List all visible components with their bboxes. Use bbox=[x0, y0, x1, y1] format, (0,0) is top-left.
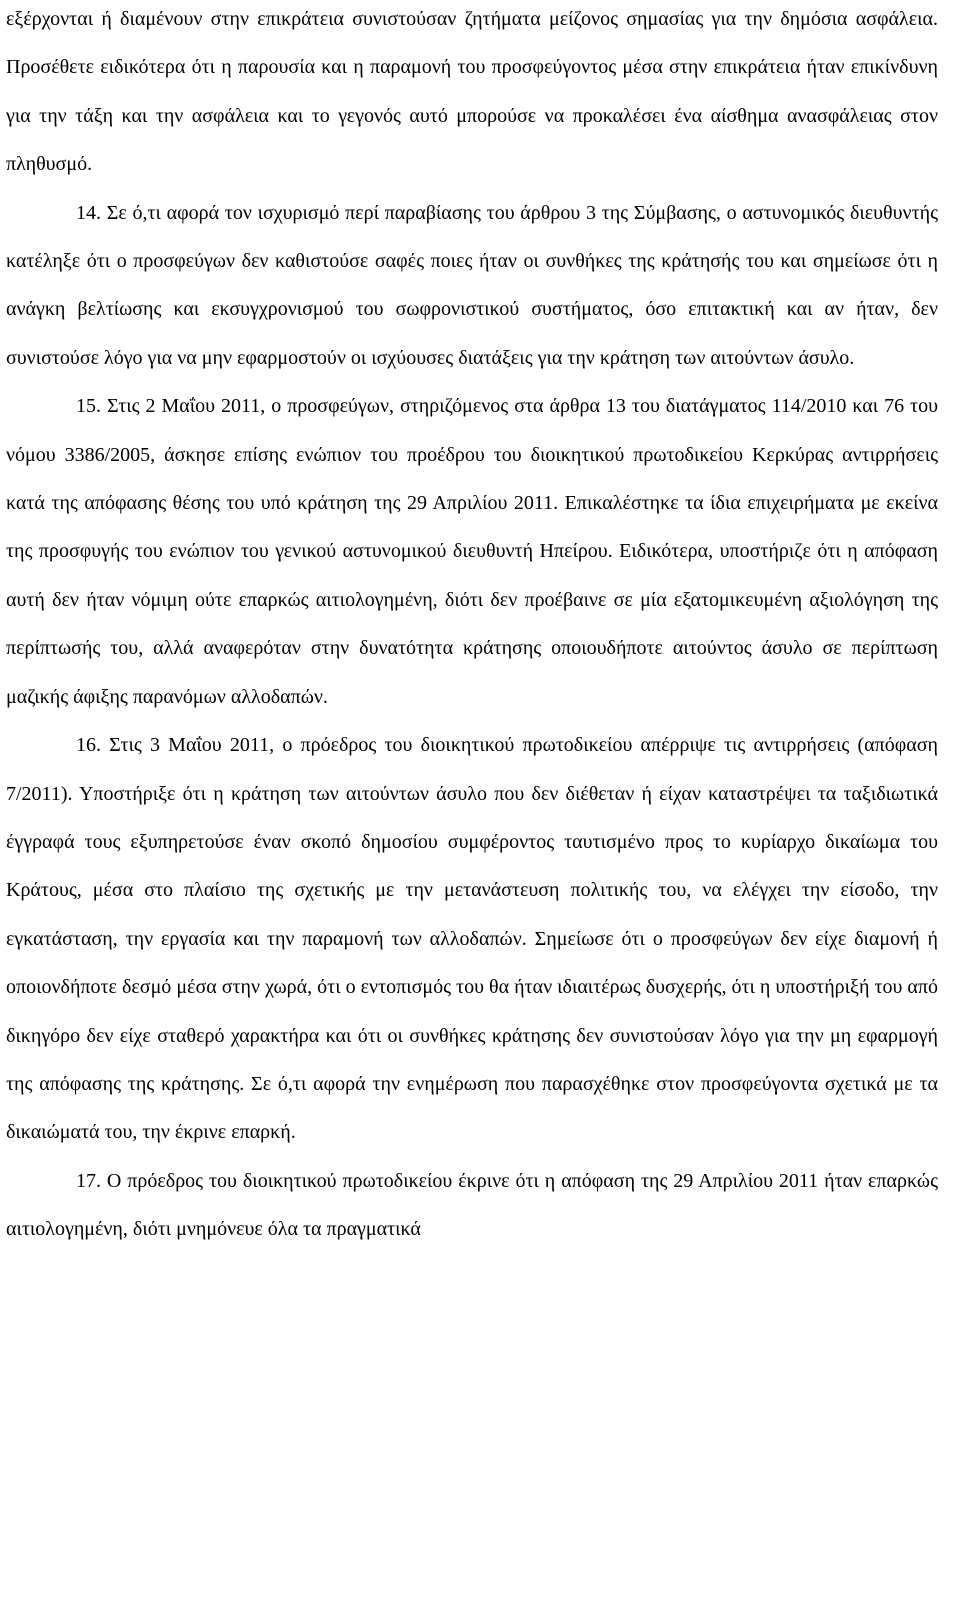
paragraph-14: 14. Σε ό,τι αφορά τον ισχυρισμό περί παραβίασης του άρθρου 3 της Σύμβασης, ο αστυνομικός διευθυντής κατέληξε ότι ο προσφεύγων δεν καθιστούσε σαφές ποιες ήταν οι συνθήκες της κράτησής του και σημείωσε ότι η ανάγκη βελτίωσης και εκσυγχρονισμού του σωφρονιστικού συστήματος, όσο επιτακτική και αν ήταν, δεν συνιστούσε λόγο για να μην εφαρμοστούν οι ισχύουσες διατάξεις για την κράτηση των αιτούντων άσυλο. bbox=[6, 201, 938, 369]
paragraph-16: 16. Στις 3 Μαΐου 2011, ο πρόεδρος του διοικητικού πρωτοδικείου απέρριψε τις αντιρρήσεις (απόφαση 7/2011). Υποστήριξε ότι η κράτηση των αιτούντων άσυλο που δεν διέθεταν ή είχαν καταστρέψει τα ταξιδιωτικά έγγραφά τους εξυπηρετούσε έναν σκοπό δημοσίου συμφέροντος ταυτισμένο προς το κυρίαρχο δικαίωμα του Κράτους, μέσα στο πλαίσιο της σχετικής με την μετανάστευση πολιτικής του, να ελέγχει την είσοδο, την εγκατάσταση, την εργασία και την παραμονή των αλλοδαπών. Σημείωσε ότι ο προσφεύγων δεν είχε διαμονή ή οποιονδήποτε δεσμό μέσα στην χωρά, ότι ο εντοπισμός του θα ήταν ιδιαιτέρως δυσχερής, ότι η υποστήριξή του από δικηγόρο δεν είχε σταθερό χαρακτήρα και ότι οι συνθήκες κράτησης δεν συνιστούσαν λόγο για την μη εφαρμογή της απόφασης της κράτησης. Σε ό,τι αφορά την ενημέρωση που παρασχέθηκε στον προσφεύγοντα σχετικά με τα δικαιώματά του, την έκρινε επαρκή. bbox=[6, 734, 938, 1144]
paragraph-13-continuation: εξέρχονται ή διαμένουν στην επικράτεια συνιστούσαν ζητήματα μείζονος σημασίας για την δημόσια ασφάλεια. Προσέθετε ειδικότερα ότι η παρουσία και η παραμονή του προσφεύγοντος μέσα στην επικράτεια ήταν επικίνδυνη για την τάξη και την ασφάλεια και το γεγονός αυτό μπορούσε να προκαλέσει ένα αίσθημα ανασφάλειας στον πληθυσμό. bbox=[6, 8, 938, 176]
paragraph-15: 15. Στις 2 Μαΐου 2011, ο προσφεύγων, στηριζόμενος στα άρθρα 13 του διατάγματος 114/2010 και 76 του νόμου 3386/2005, άσκησε επίσης ενώπιον του προέδρου του διοικητικού πρωτοδικείου Κερκύρας αντιρρήσεις κατά της απόφασης θέσης του υπό κράτηση της 29 Απριλίου 2011. Επικαλέστηκε τα ίδια επιχειρήματα με εκείνα της προσφυγής του ενώπιον του γενικού αστυνομικού διευθυντή Ηπείρου. Ειδικότερα, υποστήριζε ότι η απόφαση αυτή δεν ήταν νόμιμη ούτε επαρκώς αιτιολογημένη, διότι δεν προέβαινε σε μία εξατομικευμένη αξιολόγηση της περίπτωσής του, αλλά αναφερόταν στην δυνατότητα κράτησης οποιουδήποτε αιτούντος άσυλο σε περίπτωση μαζικής άφιξης παρανόμων αλλοδαπών. bbox=[6, 395, 938, 708]
document-page bbox=[6, 0, 938, 1254]
paragraph-17: 17. Ο πρόεδρος του διοικητικού πρωτοδικείου έκρινε ότι η απόφαση της 29 Απριλίου 2011 ήταν επαρκώς αιτιολογημένη, διότι μνημόνευε όλα τα πραγματικά bbox=[6, 1169, 938, 1241]
